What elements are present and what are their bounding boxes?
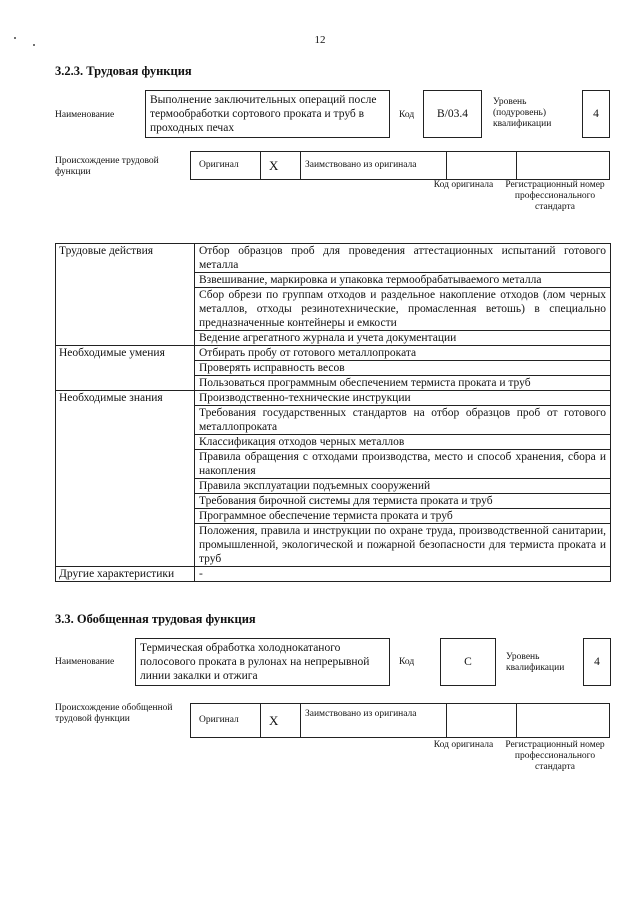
row-category-label: Необходимые знания	[56, 391, 195, 567]
reg-number-cell	[517, 152, 610, 180]
row-item-text: Требования бирочной системы для термиста проката и труб	[195, 494, 611, 509]
code-box	[440, 638, 496, 686]
code-box	[423, 90, 482, 138]
section-heading: 3.2.3. Трудовая функция	[55, 64, 192, 78]
row-item-text: Правила эксплуатации подъемных сооружений	[195, 479, 611, 494]
row-item-text: Программное обеспечение термиста проката и труб	[195, 509, 611, 524]
code-value: C	[464, 656, 472, 668]
code-original-label: Код оригинала	[433, 740, 494, 750]
name-label: Наименование	[55, 110, 115, 120]
code-label: Код	[399, 657, 415, 667]
function-name: Выполнение заключительных операций после термообработки сортового проката и труб в проходных печах	[150, 94, 377, 134]
name-label: Наименование	[55, 657, 115, 667]
origin-label: Происхождение трудовой функции	[55, 156, 159, 177]
reg-number-cell	[517, 704, 610, 738]
origin-label: Происхождение обобщенной трудовой функции	[55, 703, 173, 724]
function-table	[55, 243, 611, 582]
original-cell: Оригинал	[191, 704, 261, 738]
origin-table	[190, 151, 610, 180]
row-item-text: Отбирать пробу от готового металлопроката	[195, 346, 611, 361]
function-name: Термическая обработка холоднокатаного полосового проката в рулонах на непрерывной линии закалки и отжига	[140, 642, 370, 682]
level-box	[583, 638, 611, 686]
row-item-text: Положения, правила и инструкции по охране труда, производственной санитарии, промышленной, экологической и пожарной безопасности для термиста проката и труб	[195, 524, 611, 567]
code-value: B/03.4	[437, 108, 468, 120]
table-row	[56, 346, 611, 361]
original-mark: X	[261, 152, 301, 180]
table-row	[56, 391, 611, 406]
code-original-cell	[447, 704, 517, 738]
reg-number-label: Регистрационный номер профессионального стандарта	[505, 180, 605, 212]
row-item-text: Сбор обрези по группам отходов и раздельное накопление отходов (лом черных металлов, отходы резинотехнические, промасленная ветошь) в специально предназначенные контейнеры и емкости	[195, 288, 611, 331]
table-row	[56, 244, 611, 273]
row-category-label: Другие характеристики	[56, 567, 195, 582]
code-original-cell	[447, 152, 517, 180]
borrowed-cell: Заимствовано из оригинала	[301, 704, 447, 738]
borrowed-cell: Заимствовано из оригинала	[301, 152, 447, 180]
row-item-text: Правила обращения с отходами производства, место и способ хранения, сбора и накопления	[195, 450, 611, 479]
row-item-text: Взвешивание, маркировка и упаковка термообрабатываемого металла	[195, 273, 611, 288]
row-category-label: Необходимые умения	[56, 346, 195, 391]
row-item-text: Классификация отходов черных металлов	[195, 435, 611, 450]
row-category-label: Трудовые действия	[56, 244, 195, 346]
function-table-body	[56, 244, 611, 582]
reg-number-label: Регистрационный номер профессионального стандарта	[505, 740, 605, 772]
original-mark: X	[261, 704, 301, 738]
function-name-box	[135, 638, 390, 686]
table-row	[56, 567, 611, 582]
row-item-text: Отбор образцов проб для проведения аттестационных испытаний готового металла	[195, 244, 611, 273]
row-item-text: Требования государственных стандартов на отбор образцов проб от готового металлопроката	[195, 406, 611, 435]
origin-table	[190, 703, 610, 738]
level-label: Уровень квалификации	[506, 652, 565, 673]
code-label: Код	[399, 110, 415, 120]
level-value: 4	[593, 108, 599, 120]
row-item-text: Пользоваться программным обеспечением термиста проката и труб	[195, 376, 611, 391]
original-cell: Оригинал	[191, 152, 261, 180]
level-box	[582, 90, 610, 138]
row-item-text: Ведение агрегатного журнала и учета документации	[195, 331, 611, 346]
level-label: Уровень (подуровень) квалификации	[493, 97, 552, 129]
row-item-text: -	[195, 567, 611, 582]
code-original-label: Код оригинала	[433, 180, 494, 190]
level-value: 4	[594, 656, 600, 668]
section-heading: 3.3. Обобщенная трудовая функция	[55, 612, 256, 626]
row-item-text: Проверять исправность весов	[195, 361, 611, 376]
function-name-box	[145, 90, 390, 138]
row-item-text: Производственно-технические инструкции	[195, 391, 611, 406]
page-number: 12	[314, 34, 326, 46]
